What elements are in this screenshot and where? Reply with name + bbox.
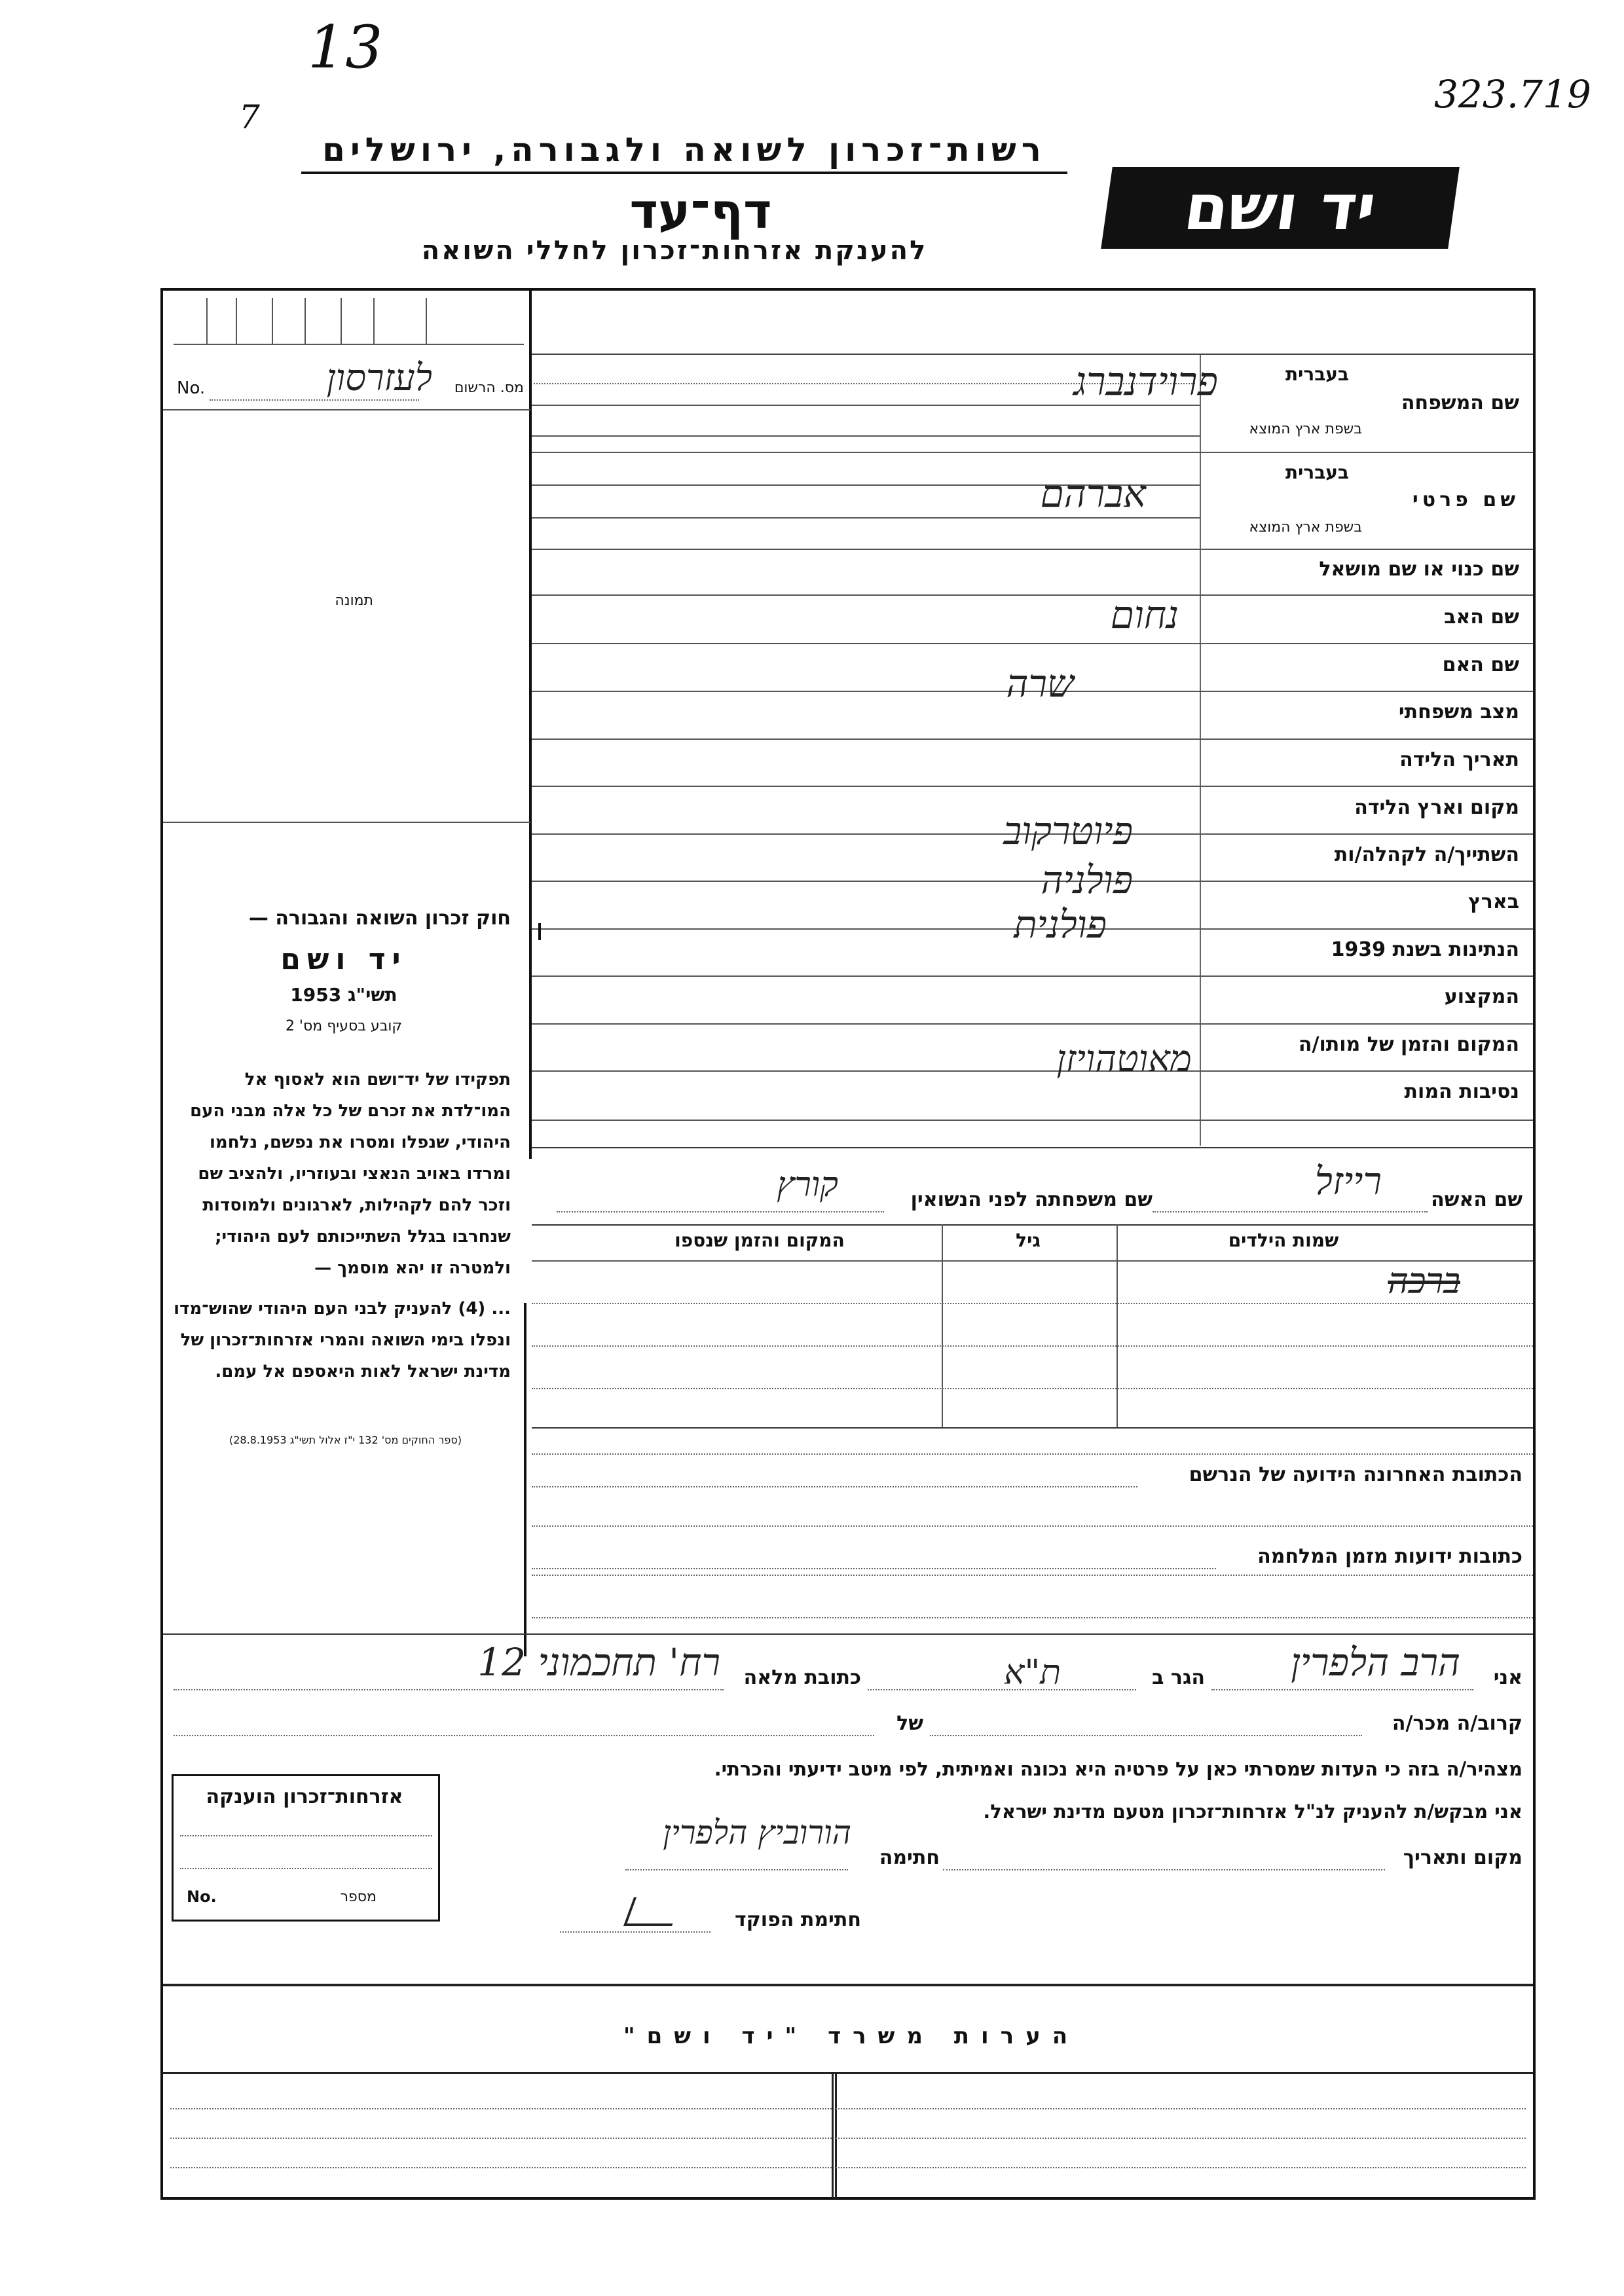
top-right-number: 323.719 [1434, 72, 1591, 117]
spouse-dots [1153, 1211, 1428, 1212]
authority-line: רשות־זכרון לשואה ולגבורה, ירושלים [301, 131, 1067, 174]
spouse-value[interactable]: רייזל [1314, 1159, 1382, 1203]
registration-label: מס. הרשום [454, 380, 524, 396]
signature-value[interactable]: הורוביץ הלפרין [663, 1813, 851, 1851]
label-column-divider [1200, 354, 1201, 1146]
mother-name-label: שם האם [1442, 653, 1519, 676]
death-place-time-value[interactable]: מאוטהויזן [1056, 1038, 1192, 1080]
first-name-value[interactable]: אברהם [1040, 471, 1146, 516]
row-marker [538, 923, 541, 940]
citizenship-1939-label: הנתינות בשנת 1939 [1331, 938, 1519, 961]
declaration-text: מצהיר/ה בזה כי העדות שמסרתי כאן על פרטיה היא נכונה ואמיתית, לפי מיטב ידיעתי והכרתי. [714, 1758, 1522, 1780]
relative-label: קרוב/ה מכר/ה [1392, 1712, 1522, 1735]
marital-status-label: מצב משפחתי [1398, 701, 1519, 723]
mother-name-value[interactable]: שרה [1006, 661, 1074, 706]
yad-vashem-logo: יד ושם [1101, 167, 1460, 249]
last-address-label: הכתובת האחרונה הידועה של הנרשם [1189, 1463, 1522, 1486]
signature-dots [625, 1869, 848, 1870]
maiden-name-dots [557, 1211, 884, 1212]
declarant-name-value[interactable]: הרב הלפרין [1291, 1640, 1460, 1685]
family-name-sub-hebrew: בעברית [1285, 363, 1349, 385]
request-text: אני מבקש/ת להעניק לנ"ל אזרחות־זכרון מטעם מדינת ישראל. [983, 1800, 1522, 1823]
maiden-name-label: שם משפחתה לפני הנשואין [910, 1188, 1153, 1211]
registration-dots [210, 399, 419, 401]
citizenship-granted-title: אזרחות־זכרון הוענקה [206, 1785, 403, 1808]
declarant-i-label: אני [1493, 1666, 1522, 1689]
first-name-sub-hebrew: בעברית [1285, 462, 1349, 483]
first-name-label: שם פרטי [1412, 488, 1519, 511]
last-address-dots [532, 1486, 1137, 1487]
law-title: חוק זכרון השואה והגבורה — [248, 907, 511, 930]
citizenship-granted-box [172, 1774, 440, 1922]
wartime-address-dots [532, 1568, 1216, 1569]
declarant-resides-label: הגר ב [1152, 1666, 1205, 1689]
nickname-label: שם כנוי או שם מושאל [1319, 558, 1519, 581]
top-left-mark: 13 [308, 13, 383, 82]
country-label: בארץ [1467, 890, 1519, 913]
form-subtitle: להענקת אזרחות־זכרון לחללי השואה [421, 236, 928, 266]
death-place-time-label: המקום והזמן של מותו/ה [1298, 1033, 1519, 1056]
signature-label: חתימה [879, 1846, 940, 1869]
registration-value[interactable]: לעזרסון [326, 357, 432, 399]
officer-signature-dots [560, 1931, 710, 1933]
place-date-label: מקום ותאריך [1403, 1846, 1522, 1869]
declarant-address-label: כתובת מלאה [743, 1666, 861, 1689]
citizenship-no-label: No. [187, 1887, 217, 1906]
declarant-address-dots [174, 1689, 724, 1690]
first-name-sub-origin: בשפת ארץ המוצא [1249, 519, 1362, 536]
citizenship-1939-value[interactable]: פולנית [1014, 902, 1107, 947]
community-value[interactable]: פיוטרקוב [1003, 809, 1133, 853]
place-date-dots [943, 1869, 1385, 1870]
form-title: דף־עד [629, 183, 772, 240]
maiden-name-value[interactable]: קורץ [777, 1165, 838, 1205]
country-value[interactable]: פולניה [1041, 858, 1133, 902]
children-names-header: שמות הילדים [1228, 1230, 1339, 1251]
relative-dots [930, 1735, 1362, 1736]
family-name-value[interactable]: פרוידנברג [1073, 359, 1218, 405]
birth-date-label: תאריך הלידה [1399, 748, 1519, 771]
spouse-label: שם האשה [1431, 1188, 1522, 1211]
photo-label: תמונה [335, 592, 373, 609]
birth-place-label: מקום וארץ הלידה [1354, 796, 1519, 819]
registration-no-label: No. [177, 378, 206, 398]
officer-signature-label: חתימת הפוקד [735, 1908, 861, 1931]
child-name-row1[interactable]: ברכה [1388, 1260, 1460, 1302]
community-label: השתייך/ה לקהלה/ות [1334, 843, 1519, 866]
wartime-address-label: כתובות ידועות מזמן המלחמה [1257, 1545, 1522, 1568]
father-name-value[interactable]: נחום [1110, 592, 1179, 637]
death-cause-label: נסיבות המות [1404, 1080, 1519, 1103]
citizenship-number-label: מספר [340, 1889, 377, 1905]
family-name-label: שם המשפחה [1401, 392, 1519, 414]
children-place-header: המקום והזמן שנספו [674, 1230, 845, 1251]
law-paragraph-1: תפקידו של יד־ושם הוא לאסוף אל המו־לדת את זכרם של כל אלה מבני העם היהודי, שנפלו ומסרו את נפשם, נלחמו ומרדו באויב הנאצי ובעוזריו, ולהציב שם וזכר להם לקהילות, לארגונים ולמוסדות שנחרבו בגלל השתייכותם לעם היהודי; ולמטרה זו יהא מוסמך — [190, 1070, 511, 1278]
father-name-label: שם האב [1444, 606, 1519, 629]
top-left-small-mark: 7 [239, 98, 260, 136]
family-name-sub-origin: בשפת ארץ המוצא [1249, 421, 1362, 437]
declarant-city-value[interactable]: ת"א [1004, 1653, 1061, 1692]
children-age-header: גיל [1016, 1230, 1041, 1251]
law-source: (ספר החוקים מס' 132 י"ז אלול תשי"ג 28.8.1953) [229, 1434, 462, 1446]
law-section: קובע בסעיף מס' 2 [285, 1018, 403, 1034]
registration-boxes [174, 298, 524, 345]
left-column-divider [529, 288, 532, 1159]
of-dots [174, 1735, 874, 1736]
office-notes-title: הערות משרד "יד ושם" [623, 2023, 1080, 2049]
profession-label: המקצוע [1444, 985, 1519, 1008]
left-column-divider-lower [524, 1303, 526, 1656]
declarant-name-dots [1211, 1689, 1473, 1690]
law-name: יד ושם [280, 943, 407, 976]
of-label: של [896, 1712, 923, 1735]
law-year: תשי"ג 1953 [290, 984, 397, 1006]
law-paragraph-2: ... (4) להעניק לבני העם היהודי שהוש־מדו ונפלו בימי השואה והמרי אזרחות־זכרון של מדינת ישראל לאות היאספם אל עמם. [174, 1299, 511, 1381]
declarant-address-value[interactable]: רח' תחכמוני 12 [477, 1640, 720, 1685]
